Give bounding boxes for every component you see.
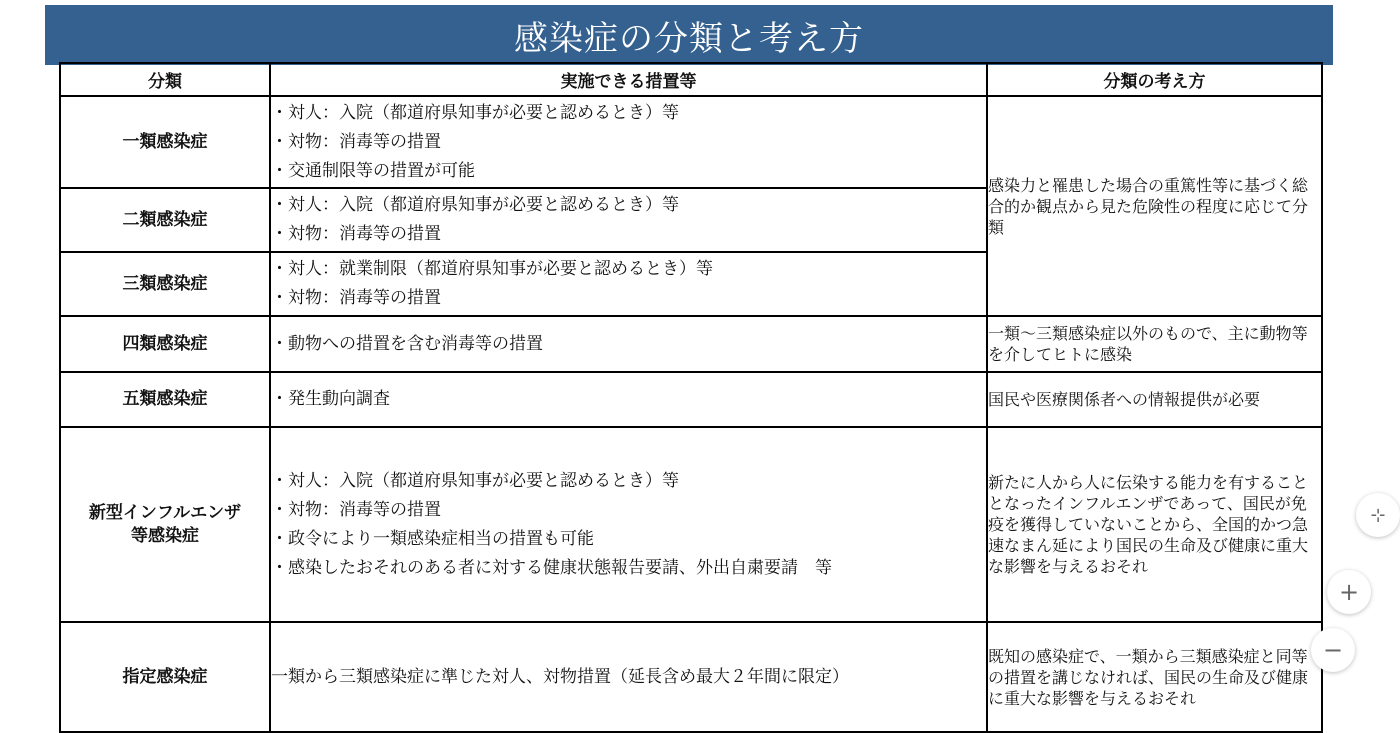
category-cell — [60, 252, 270, 316]
category-text: 二類感染症 — [122, 209, 208, 230]
category-cell — [60, 96, 270, 188]
zoom-in-button[interactable] — [1327, 570, 1371, 614]
category-cell — [60, 427, 270, 622]
measure-line: ・発生動向調査 — [271, 389, 390, 409]
table-header-row — [60, 63, 1322, 96]
measure-line: ・政令により一類感染症相当の措置も可能 — [271, 528, 594, 549]
measures-cell — [270, 96, 987, 188]
category-text: 指定感染症 — [122, 666, 208, 687]
measure-line: ・対物：消毒等の措置 — [271, 224, 441, 244]
measure-line: ・感染したおそれのある者に対する健康状態報告要請、外出自粛要請 等 — [271, 557, 832, 578]
measure-line: ・交通制限等の措置が可能 — [271, 160, 475, 181]
measures-cell — [270, 188, 987, 252]
measures-cell — [270, 316, 987, 372]
zoom-out-button[interactable] — [1311, 628, 1355, 672]
measure-line: ・対人：就業制限（都道府県知事が必要と認めるとき）等 — [271, 259, 713, 279]
category-cell — [60, 372, 270, 427]
measures-cell — [270, 622, 987, 732]
measure-line: 一類から三類感染症に準じた対人、対物措置（延長含め最大２年間に限定） — [271, 666, 849, 687]
measure-line: ・対物：消毒等の措置 — [271, 499, 441, 520]
category-cell — [60, 622, 270, 732]
measure-line: ・対人：入院（都道府県知事が必要と認めるとき）等 — [271, 470, 679, 491]
move-icon: ⊹ — [1370, 504, 1386, 526]
measure-line: ・動物への措置を含む消毒等の措置 — [271, 333, 543, 354]
concept-cell: 新たに人から人に伝染する能力を有することとなったインフルエンザであって、国民が免疫を獲得していないことから、全国的かつ急速なまん延により国民の生命及び健康に重大な影響を与えるおそれ — [987, 427, 1322, 622]
category-text: 五類感染症 — [122, 389, 208, 409]
measure-line: ・対人：入院（都道府県知事が必要と認めるとき）等 — [271, 102, 679, 123]
concept-cell: 既知の感染症で、一類から三類感染症と同等の措置を講じなければ、国民の生命及び健康に重大な影響を与えるおそれ — [987, 622, 1322, 732]
measure-line: ・対人：入院（都道府県知事が必要と認めるとき）等 — [271, 195, 679, 215]
concept-cell: 感染力と罹患した場合の重篤性等に基づく総合的か観点から見た危険性の程度に応じて分類 — [987, 96, 1322, 316]
category-text: 三類感染症 — [122, 273, 208, 294]
category-cell — [60, 188, 270, 252]
category-cell — [60, 316, 270, 372]
plus-icon: + — [1338, 578, 1360, 606]
table-row — [60, 622, 1322, 732]
minus-icon: − — [1322, 636, 1344, 664]
measures-cell — [270, 252, 987, 316]
measure-line: ・対物：消毒等の措置 — [271, 288, 441, 308]
measures-cell — [270, 372, 987, 427]
classification-table — [59, 62, 1323, 733]
partial-control-icon[interactable] — [1356, 493, 1400, 537]
category-text: 等感染症 — [131, 525, 199, 546]
measures-cell — [270, 427, 987, 622]
category-text: 四類感染症 — [122, 333, 208, 354]
header-measures: 実施できる措置等 — [270, 63, 987, 96]
concept-cell: 一類～三類感染症以外のもので、主に動物等を介してヒトに感染 — [987, 316, 1322, 372]
page-title: 感染症の分類と考え方 — [45, 5, 1333, 65]
category-text: 一類感染症 — [122, 131, 208, 152]
category-text: 新型インフルエンザ — [88, 502, 242, 523]
table-row — [60, 96, 1322, 188]
table-row — [60, 316, 1322, 372]
concept-cell: 国民や医療関係者への情報提供が必要 — [987, 372, 1322, 427]
header-concept: 分類の考え方 — [987, 63, 1322, 96]
table-row — [60, 372, 1322, 427]
header-category: 分類 — [60, 63, 270, 96]
table-row — [60, 427, 1322, 622]
measure-line: ・対物：消毒等の措置 — [271, 131, 441, 152]
